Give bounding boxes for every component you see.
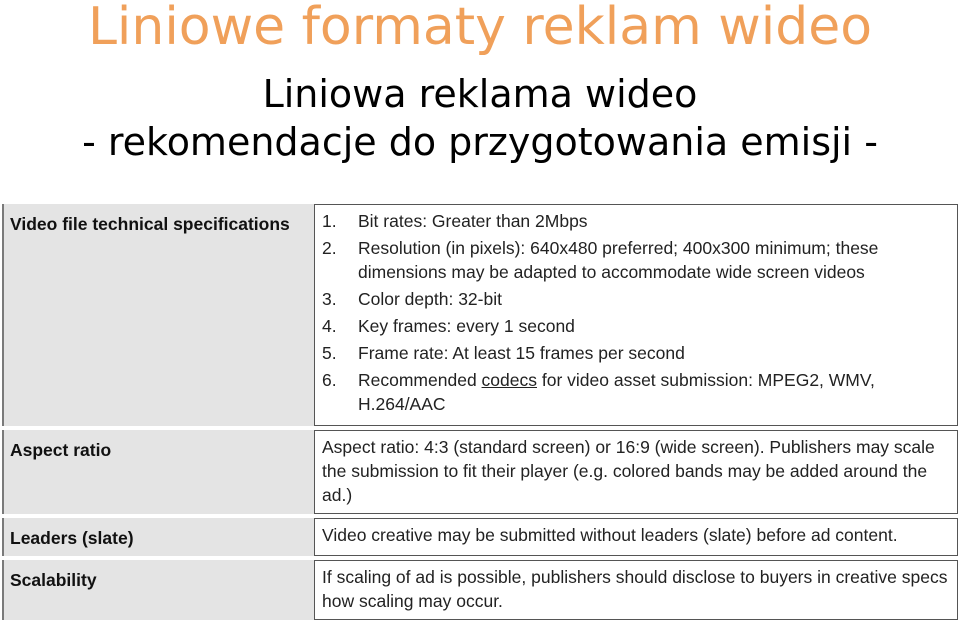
list-item xyxy=(322,368,949,416)
list-item xyxy=(322,314,949,338)
row-label: Aspect ratio xyxy=(2,430,314,514)
item-number: 6. xyxy=(322,370,337,390)
table-row-aspect-ratio xyxy=(2,430,958,514)
item-number: 2. xyxy=(322,238,337,258)
row-label: Leaders (slate) xyxy=(2,518,314,556)
subtitle-line-1: Liniowa reklama wideo xyxy=(262,72,698,116)
list-item xyxy=(322,341,949,365)
item-number: 3. xyxy=(322,289,337,309)
row-label: Scalability xyxy=(2,560,314,620)
spec-list xyxy=(322,209,949,416)
slide-title: Liniowe formaty reklam wideo xyxy=(87,0,873,57)
table-row-scalability xyxy=(2,560,958,620)
item-text: Frame rate: At least 15 frames per second xyxy=(358,343,685,363)
row-value: If scaling of ad is possible, publishers should disclose to buyers in creative specs how scaling may occur. xyxy=(314,560,958,620)
item-number: 5. xyxy=(322,343,337,363)
item-text: Color depth: 32-bit xyxy=(358,289,502,309)
subtitle-line-2: - rekomendacje do przygotowania emisji - xyxy=(82,120,878,164)
item-number: 1. xyxy=(322,211,337,231)
list-item xyxy=(322,287,949,311)
row-label: Video file technical specifications xyxy=(2,204,314,426)
slide-subtitle xyxy=(0,70,960,166)
codecs-link[interactable]: codecs xyxy=(481,370,537,390)
row-value: Video creative may be submitted without leaders (slate) before ad content. xyxy=(314,518,958,556)
item-text xyxy=(358,368,949,416)
item-text-end: for video asset submission: MPEG2, WMV, H.264/AAC xyxy=(358,370,875,414)
row-value: Aspect ratio: 4:3 (standard screen) or 16:9 (wide screen). Publishers may scale the submission to fit their player (e.g. colored bands may be added around the ad.) xyxy=(314,430,958,514)
item-text-start: Recommended xyxy=(358,370,482,390)
table-row-leaders xyxy=(2,518,958,556)
list-item xyxy=(322,236,949,284)
item-number: 4. xyxy=(322,316,337,336)
item-text: Key frames: every 1 second xyxy=(358,316,575,336)
item-text: Bit rates: Greater than 2Mbps xyxy=(358,211,588,231)
item-text: Resolution (in pixels): 640x480 preferred; 400x300 minimum; these dimensions may be adapted to accommodate wide screen videos xyxy=(358,238,879,282)
row-value xyxy=(314,204,958,426)
table-row-technical-specs xyxy=(2,204,958,426)
spec-table xyxy=(2,200,958,624)
list-item xyxy=(322,209,949,233)
